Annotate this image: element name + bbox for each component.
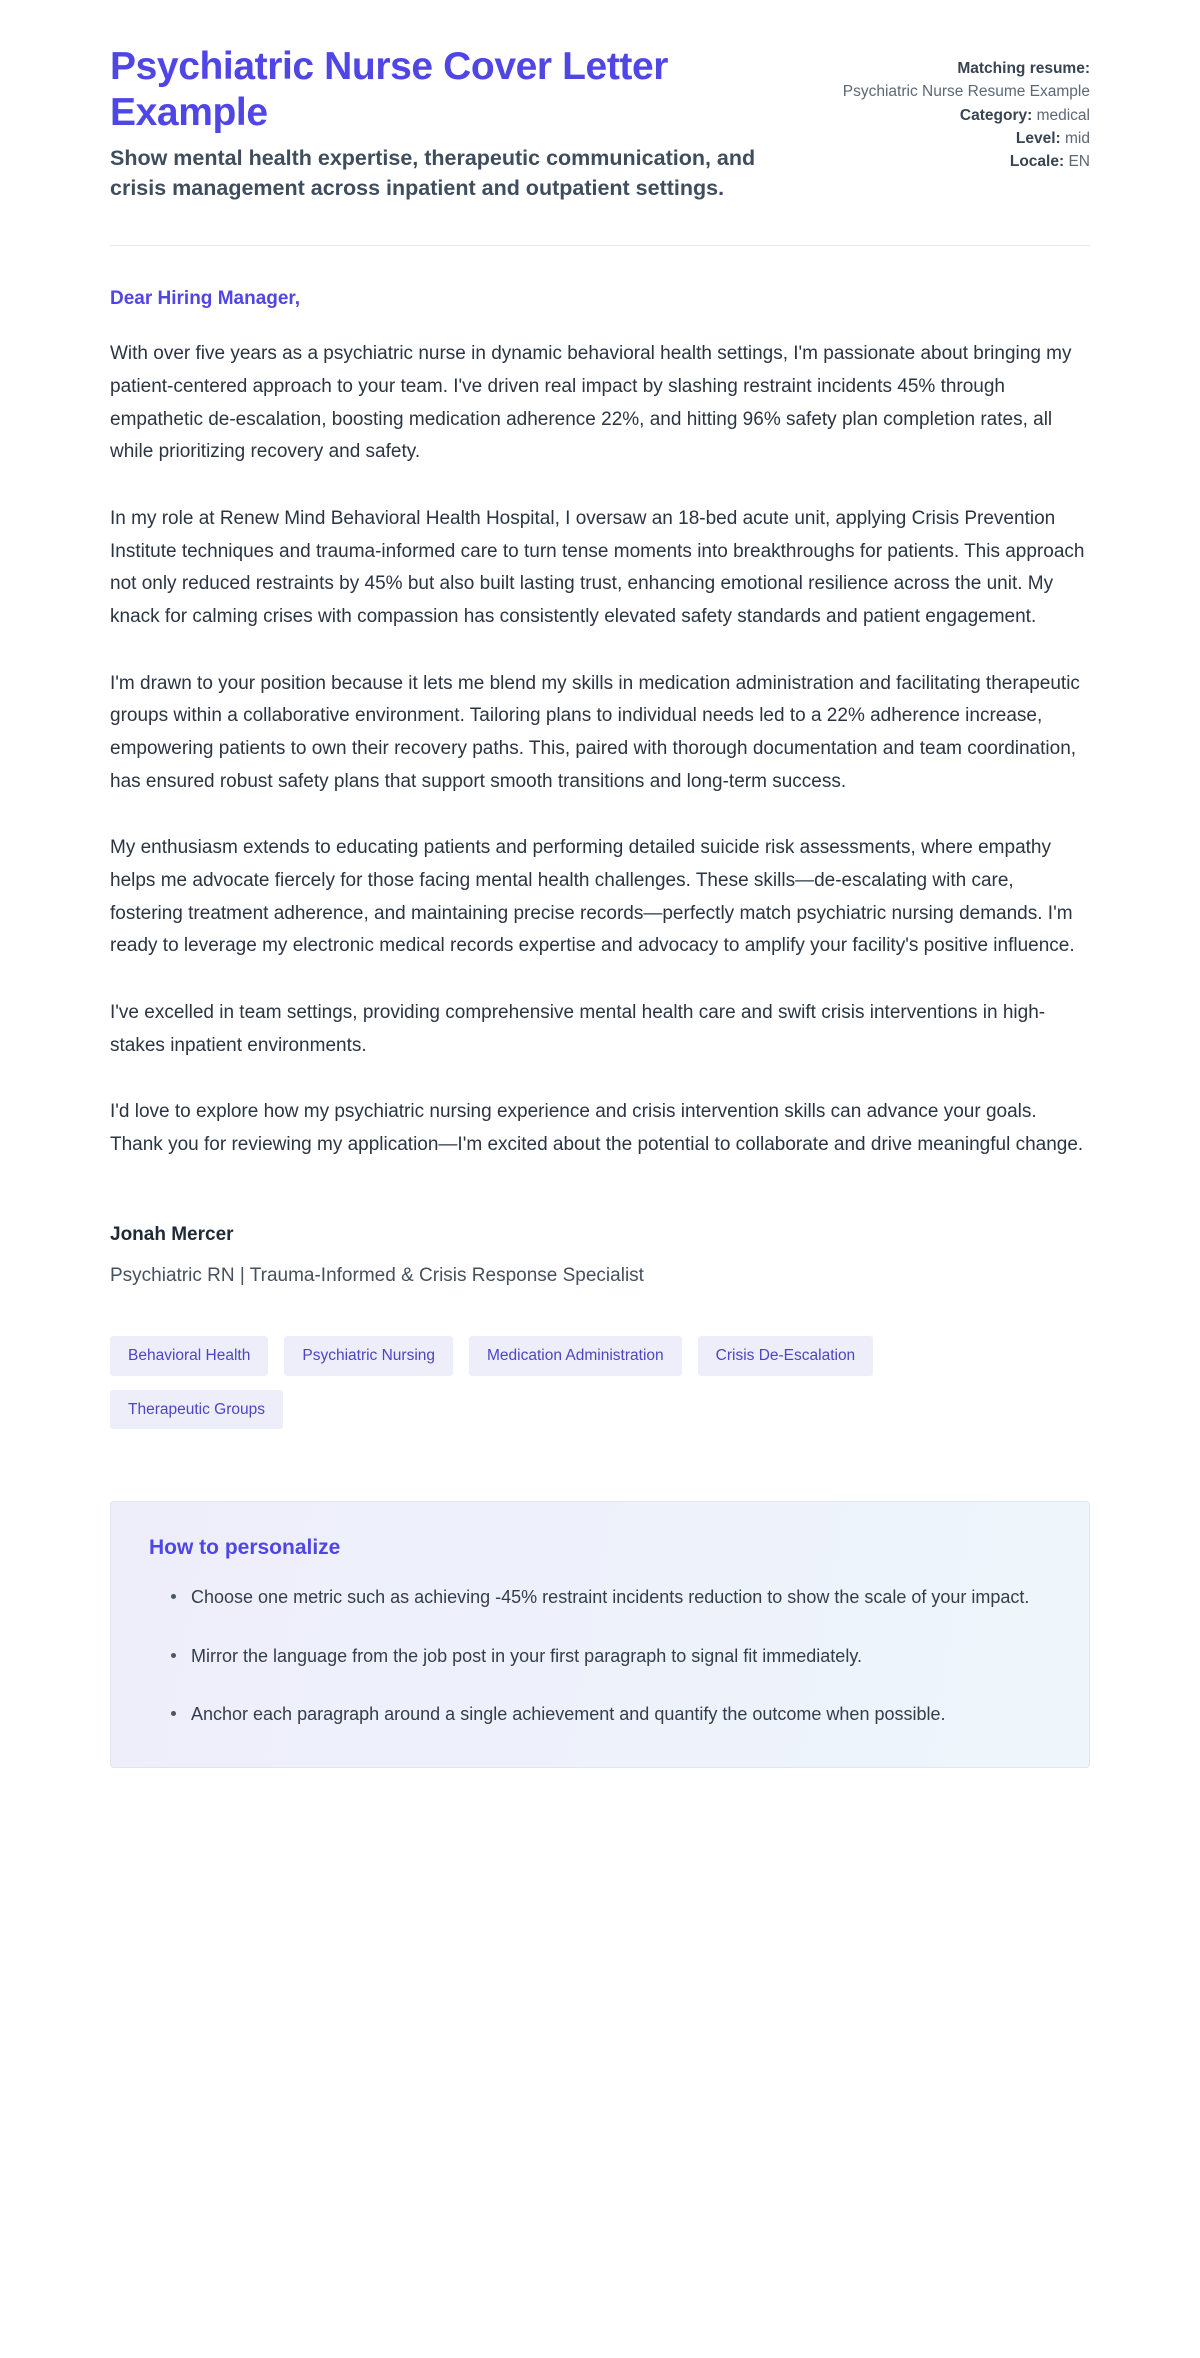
callout-tip-list	[149, 1582, 1051, 1729]
page-header	[110, 44, 1090, 203]
letter-paragraph: My enthusiasm extends to educating patients and performing detailed suicide risk assessments, where empathy helps me advocate fiercely for those facing mental health challenges. These skills—de-escalating with care, fostering treatment adherence, and maintaining precise records—perfectly match psychiatric nursing demands. I'm ready to leverage my electronic medical records expertise and advocacy to amplify your facility's positive influence.	[110, 837, 1075, 957]
meta-level-label: Level:	[1015, 129, 1061, 147]
meta-matching-resume-value[interactable]: Psychiatric Nurse Resume Example	[842, 83, 1090, 101]
skill-tag-list	[110, 1336, 1010, 1429]
signature-name: Jonah Mercer	[110, 1223, 234, 1245]
signature-block	[110, 1224, 1090, 1291]
how-to-personalize-callout	[110, 1501, 1090, 1768]
letter-paragraphs	[110, 338, 1090, 1161]
meta-locale-value: EN	[1068, 153, 1090, 171]
letter-paragraph: I'd love to explore how my psychiatric nursing experience and crisis intervention skills can advance your goals. Thank you for reviewing my application—I'm excited about the potential to collaborate and drive meaningful change.	[110, 1101, 1084, 1156]
header-text-block	[110, 44, 800, 203]
meta-category	[840, 105, 1090, 127]
letter-paragraph: With over five years as a psychiatric nurse in dynamic behavioral health settings, I'm passionate about bringing my patient-centered approach to your team. I've driven real impact by slashing restraint incidents 45% through empathetic de-escalation, boosting medication adherence 22%, and hitting 96% safety plan completion rates, all while prioritizing recovery and safety.	[110, 343, 1072, 463]
meta-level	[840, 128, 1090, 150]
document-metadata	[840, 44, 1090, 175]
meta-matching-resume	[840, 58, 1090, 80]
letter-paragraph: I've excelled in team settings, providing comprehensive mental health care and swift crisis interventions in high-stakes inpatient environments.	[110, 1002, 1046, 1056]
callout-tip-item: Mirror the language from the job post in your first paragraph to signal fit immediately.	[171, 1641, 1051, 1671]
skill-tag[interactable]: Therapeutic Groups	[110, 1390, 283, 1430]
page-title: Psychiatric Nurse Cover Letter Example	[110, 45, 669, 135]
meta-category-label: Category:	[959, 106, 1033, 124]
letter-paragraph: In my role at Renew Mind Behavioral Health Hospital, I oversaw an 18-bed acute unit, applying Crisis Prevention Institute techniques and trauma-informed care to turn tense moments into breakthroughs for patients. This approach not only reduced restraints by 45% but also built lasting trust, enhancing emotional resilience across the unit. My knack for calming crises with compassion has consistently elevated safety standards and patient engagement.	[110, 508, 1085, 628]
meta-matching-resume-value-row	[840, 81, 1090, 103]
salutation: Dear Hiring Manager,	[110, 288, 301, 310]
meta-matching-resume-label: Matching resume:	[957, 60, 1090, 77]
page-subtitle: Show mental health expertise, therapeutic communication, and crisis management across inpatient and outpatient settings.	[110, 146, 756, 200]
meta-locale-label: Locale:	[1009, 153, 1065, 171]
meta-category-value: medical	[1036, 106, 1090, 124]
signature-role: Psychiatric RN | Trauma-Informed & Crisis Response Specialist	[110, 1264, 644, 1286]
skill-tag[interactable]: Behavioral Health	[110, 1336, 268, 1376]
callout-tip-item: Choose one metric such as achieving -45% restraint incidents reduction to show the scale of your impact.	[171, 1582, 1051, 1612]
meta-level-value: mid	[1065, 129, 1090, 147]
letter-paragraph: I'm drawn to your position because it lets me blend my skills in medication administration and facilitating therapeutic groups within a collaborative environment. Tailoring plans to individual needs led to a 22% adherence increase, empowering patients to own their recovery paths. This, paired with thorough documentation and team coordination, has ensured robust safety plans that support smooth transitions and long-term success.	[110, 672, 1080, 792]
meta-locale	[840, 151, 1090, 173]
callout-title: How to personalize	[149, 1536, 341, 1560]
skill-tag[interactable]: Medication Administration	[469, 1336, 682, 1376]
skill-tag[interactable]: Psychiatric Nursing	[284, 1336, 453, 1376]
callout-tip-item: Anchor each paragraph around a single achievement and quantify the outcome when possible.	[171, 1699, 1051, 1729]
cover-letter-body	[110, 246, 1090, 1161]
skill-tag[interactable]: Crisis De-Escalation	[698, 1336, 874, 1376]
